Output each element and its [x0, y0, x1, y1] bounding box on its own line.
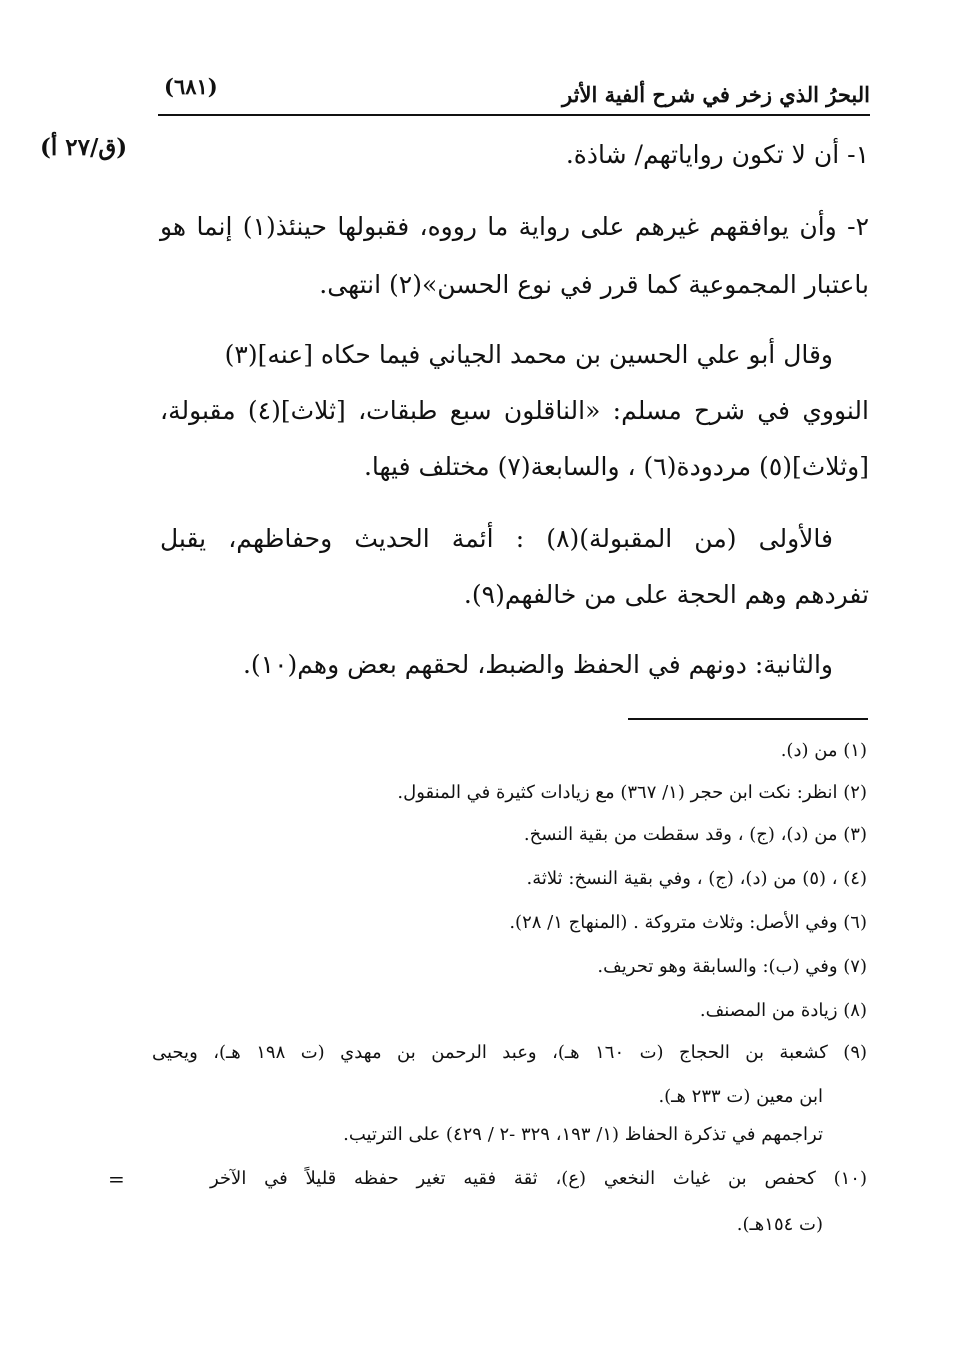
footnote: (٦) وفي الأصل: وثلاث متروكة . (المنهاج ١/ ٢٨).	[509, 912, 867, 933]
footnote: (٩) كشعبة بن الحجاج (ت ١٦٠ هـ)، وعبد الرحمن بن مهدي (ت ١٩٨ هـ)، ويحيى	[152, 1042, 868, 1063]
body-line: وقال أبو علي الحسين بن محمد الجياني فيما حكاه [عنه](٣)	[224, 340, 833, 369]
body-line: فالأولى (من المقبولة)(٨) : أئمة الحديث وحفاظهم، يقبل	[160, 524, 833, 553]
book-title: البحرُ الذي زخر في شرح ألفية الأثر	[562, 82, 870, 107]
footnote-continuation: (ت ١٥٤هـ).	[736, 1214, 823, 1235]
body-line: [وثلاث](٥) مردودة(٦) ، والسابعة(٧) مختلف فيها.	[363, 452, 869, 481]
body-line: تفردهم وهم الحجة على من خالفهم(٩).	[463, 580, 869, 609]
footnote: (٢) انظر: نكت ابن حجر (١/ ٣٦٧) مع زيادات كثيرة في المنقول.	[397, 782, 867, 803]
body-line: والثانية: دونهم في الحفظ والضبط، لحقهم بعض وهم(١٠).	[242, 650, 833, 679]
footnote: (٤) ، (٥) من (د)، (ج) ، وفي بقية النسخ: ثلاثة.	[526, 868, 867, 889]
page-number: (٦٨١)	[164, 74, 218, 99]
body-line: ٢- وأن يوافقهم غيرهم على رواية ما رووه، فقبولها حينئذ(١) إنما هو	[160, 212, 869, 241]
footnote-continuation: ابن معين (ت ٢٣٣ هـ).	[658, 1086, 823, 1107]
footnote: (٣) من (د)، (ج) ، وقد سقطت من بقية النسخ.	[523, 824, 867, 845]
footnote: (٨) زيادة من المصنف.	[699, 1000, 867, 1021]
continuation-mark: =	[108, 1167, 125, 1191]
body-line: النووي في شرح مسلم: «الناقلون سبع طبقات، [ثلاث](٤) مقبولة،	[160, 396, 869, 425]
footnote: (٧) وفي (ب): والسابقة وهو تحريف.	[597, 956, 867, 977]
footnote-separator	[628, 718, 868, 720]
footnote-continuation: تراجمهم في تذكرة الحفاظ (١/ ١٩٣، ٣٢٩ -٢ / ٤٢٩) على الترتيب.	[343, 1124, 823, 1145]
running-header	[158, 70, 870, 116]
manuscript-folio-marker: (ق/٢٧ أ)	[40, 134, 128, 161]
body-line: ١- أن لا تكون رواياتهم/ شاذة.	[565, 140, 869, 169]
body-line: باعتبار المجموعية كما قرر في نوع الحسن»(٢) انتهى.	[319, 270, 869, 299]
footnote: (١) من (د).	[780, 740, 867, 761]
footnote: (١٠) كحفص بن غياث النخعي (ع)، ثقة فقيه تغير حفظه قليلاً في الآخر	[210, 1168, 867, 1189]
